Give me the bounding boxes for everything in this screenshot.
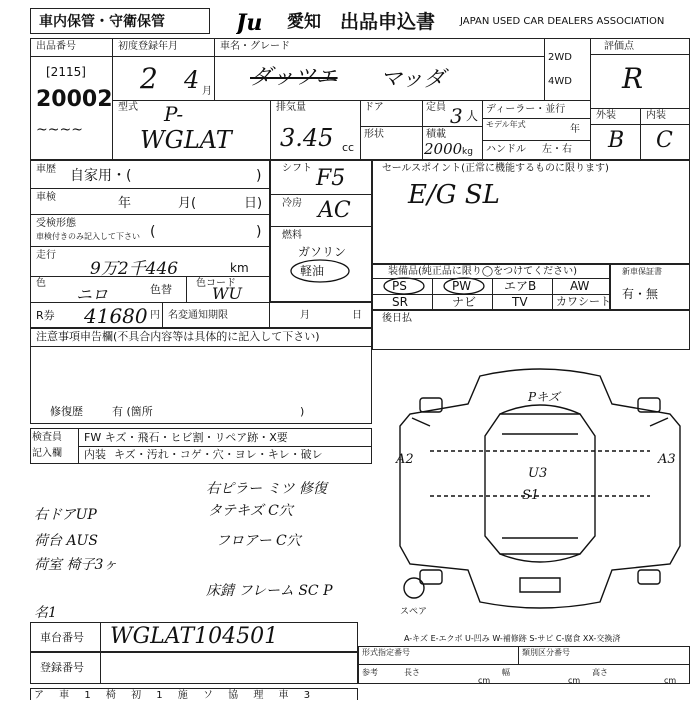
inspector-label: 検査員: [32, 432, 62, 443]
equip-ps: PS: [392, 279, 407, 293]
equip-seat: カワシート: [556, 295, 611, 308]
handle-options: 左・右: [542, 144, 572, 155]
first-reg-label: 初度登録年月: [118, 41, 178, 52]
model-code-value: WGLAT: [140, 126, 232, 154]
warranty-label: 新車保証書: [622, 267, 662, 276]
notes-label: 注意事項申告欄(不具合内容等は具体的に記入して下さい): [36, 330, 320, 343]
fuel-label: 燃料: [282, 230, 302, 241]
diagram-top-note: Pキズ: [528, 390, 560, 404]
inspection-label: 車検: [36, 192, 56, 203]
fuel-gasoline: ガソリン: [298, 245, 347, 259]
equip-aw: AW: [570, 279, 590, 293]
evaluation-label: 評価点: [604, 41, 634, 52]
dimension-width: 幅: [502, 668, 510, 677]
diagram-center-note-1: U3: [528, 466, 548, 481]
dimension-height: 高さ: [592, 668, 608, 677]
registration-label: 登録番号: [40, 661, 84, 674]
dimension-unit-2: cm: [568, 676, 581, 685]
form-type-sub-label: 類別区分番号: [522, 648, 570, 657]
repair-history-value: 有 (箇所: [112, 405, 153, 418]
handwritten-note-1: 右ピラー ミツ 修復: [206, 481, 327, 497]
dealer-parallel: ディーラー・並行: [486, 104, 566, 115]
color-code-value: WU: [212, 284, 242, 303]
post-fit-label: 後日払: [382, 313, 412, 324]
equip-airbag: エアB: [504, 279, 537, 293]
model-code-prefix: P-: [164, 102, 184, 126]
color-change-label: 色替: [150, 283, 172, 296]
color-label: 色: [36, 278, 46, 289]
capacity-label: 定員: [426, 102, 446, 113]
repair-history-label: 修復歴: [50, 405, 83, 418]
equip-sr: SR: [392, 295, 408, 309]
inspection-year: 年: [118, 196, 132, 211]
inspector-row1: FW キズ・飛石・ヒビ割・リペア跡・X要: [84, 431, 288, 444]
spare-label: スペア: [400, 607, 428, 617]
selling-points-box: [372, 160, 690, 264]
handwritten-note-4: 荷台 AUS: [34, 533, 98, 549]
mileage-unit: km: [230, 261, 249, 275]
model-year-label: モデル年式: [486, 120, 526, 129]
model-year-unit: 年: [570, 124, 580, 135]
load-label: 積載: [426, 129, 446, 140]
inspection-month: 月(: [178, 196, 197, 211]
capacity-value: 3: [450, 104, 463, 128]
handle-label: ハンドル: [486, 144, 526, 155]
displacement-value: 3.45: [280, 124, 334, 152]
shape-label: 形状: [364, 129, 384, 140]
exterior-value: B: [608, 128, 625, 153]
storage-label: 車内保管・守衛保管: [39, 14, 165, 30]
handwritten-note-3: タテキズ C穴: [208, 503, 293, 519]
shift-value: F5: [316, 166, 346, 191]
ac-value: AC: [318, 198, 351, 223]
storage-label-box: [30, 8, 210, 34]
selling-points-value: E/G SL: [408, 180, 500, 210]
receiving-note: 車検付きのみ記入して下さい: [36, 232, 140, 241]
ju-logo: [236, 10, 288, 34]
fuel-circle-icon: [288, 258, 352, 284]
post-fit-box: [372, 310, 690, 350]
ju-logo-icon: [236, 10, 288, 34]
ac-label: 冷房: [282, 198, 302, 209]
fuel-light-oil: 軽油: [300, 264, 325, 278]
handwritten-note-5: フロアー C穴: [216, 533, 301, 549]
load-unit: kg: [462, 147, 473, 157]
legend: A-キズ E-エクボ U-凹み W-補修跡 S-サビ C-腐食 XX-交換済: [404, 634, 621, 643]
first-reg-year: 2: [140, 62, 158, 95]
name-change-month: 月: [300, 310, 310, 321]
doors-label: ドア: [364, 102, 384, 113]
name-change-label: 名変通知期限: [168, 310, 228, 321]
equip-navi: ナビ: [452, 295, 477, 309]
evaluation-value: R: [622, 62, 644, 95]
equip-ps-circle-icon: [380, 276, 430, 296]
handwritten-note-2: 右ドアUP: [34, 507, 97, 523]
history-close: ): [256, 168, 262, 184]
lot-code: [2115]: [46, 65, 86, 79]
history-value: 自家用・(: [70, 168, 132, 184]
handwritten-note-6: 荷室 椅子3ヶ: [34, 557, 118, 573]
form-title: 出品申込書: [340, 11, 436, 33]
displacement-unit: cc: [342, 141, 355, 154]
svg-text:Ju: Ju: [236, 10, 263, 34]
mileage-value: 9万2千446: [90, 259, 179, 279]
model-code-label: 型式: [118, 102, 138, 113]
receiving-open: (: [150, 224, 156, 240]
dimension-unit-1: cm: [478, 676, 491, 685]
equip-pw: PW: [452, 279, 472, 293]
mileage-label: 走行: [36, 250, 56, 261]
r-ken-unit: 円: [150, 310, 160, 321]
drive-4wd: 4WD: [548, 76, 572, 87]
lot-number: 20002: [36, 87, 113, 112]
interior-label: 内装: [646, 110, 666, 121]
inspection-day: 日): [244, 196, 263, 211]
name-change-day: 日: [352, 310, 362, 321]
car-name-label: 車名・グレード: [220, 41, 290, 52]
car-name-model: マッダ: [380, 67, 446, 92]
name-note: 名1: [34, 605, 57, 621]
equip-tv: TV: [512, 295, 528, 309]
dimension-unit-3: cm: [664, 676, 677, 685]
equipment-label: 装備品(純正品に限り◯をつけてください): [388, 266, 577, 277]
warranty-value: 有・無: [622, 287, 659, 301]
diagram-left-note: A2: [396, 452, 414, 467]
association-name: JAPAN USED CAR DEALERS ASSOCIATION: [460, 16, 665, 27]
equip-pw-circle-icon: [440, 276, 490, 296]
car-name-struck-maker: ダッツエ: [250, 65, 338, 90]
displacement-label: 排気量: [276, 102, 306, 113]
lot-scribble: ~~~~: [36, 122, 83, 138]
form-type-label: 形式指定番号: [362, 648, 410, 657]
lot-label: 出品番号: [36, 41, 76, 52]
first-reg-month-unit: 月: [202, 86, 212, 97]
bottom-row-text: ア 車 1 椅 初 1 施 ソ 協 理 車 3: [34, 690, 317, 701]
inspector-row2: キズ・汚れ・コゲ・穴・ヨレ・キレ・破レ: [114, 448, 323, 461]
r-ken-value: 41680: [84, 304, 148, 328]
dimension-length: 長さ: [404, 668, 420, 677]
capacity-unit: 人: [466, 109, 479, 123]
r-ken-label: R券: [36, 309, 55, 322]
first-reg-month: 4: [184, 66, 200, 94]
name-change-box: [162, 302, 372, 328]
handwritten-note-7: 床錆 フレーム SC P: [206, 583, 333, 599]
interior-value: C: [656, 128, 673, 153]
inspector-row2-prefix: 内装: [84, 448, 106, 461]
receiving-close: ): [256, 224, 262, 240]
diagram-center-note-2: S1: [522, 488, 540, 503]
receiving-label: 受検形態: [36, 218, 76, 229]
color-code-label: 色コード: [196, 278, 236, 289]
dimension-ref: 参考: [362, 668, 378, 677]
diagram-right-note: A3: [658, 452, 676, 467]
drive-2wd: 2WD: [548, 52, 572, 63]
exterior-label: 外装: [596, 110, 616, 121]
load-value: 2000: [424, 140, 463, 158]
chassis-label: 車台番号: [40, 631, 84, 644]
inspector-sub-label: 記入欄: [32, 448, 62, 459]
color-value: ニロ: [76, 285, 109, 304]
repair-history-close: ): [300, 405, 305, 418]
history-label: 車歴: [36, 164, 56, 175]
shift-label: シフト: [282, 163, 312, 174]
chassis-value: WGLAT104501: [110, 624, 279, 649]
logo-text: 愛知: [287, 12, 321, 32]
selling-points-label: セールスポイント(正常に機能するものに限ります): [382, 163, 609, 174]
